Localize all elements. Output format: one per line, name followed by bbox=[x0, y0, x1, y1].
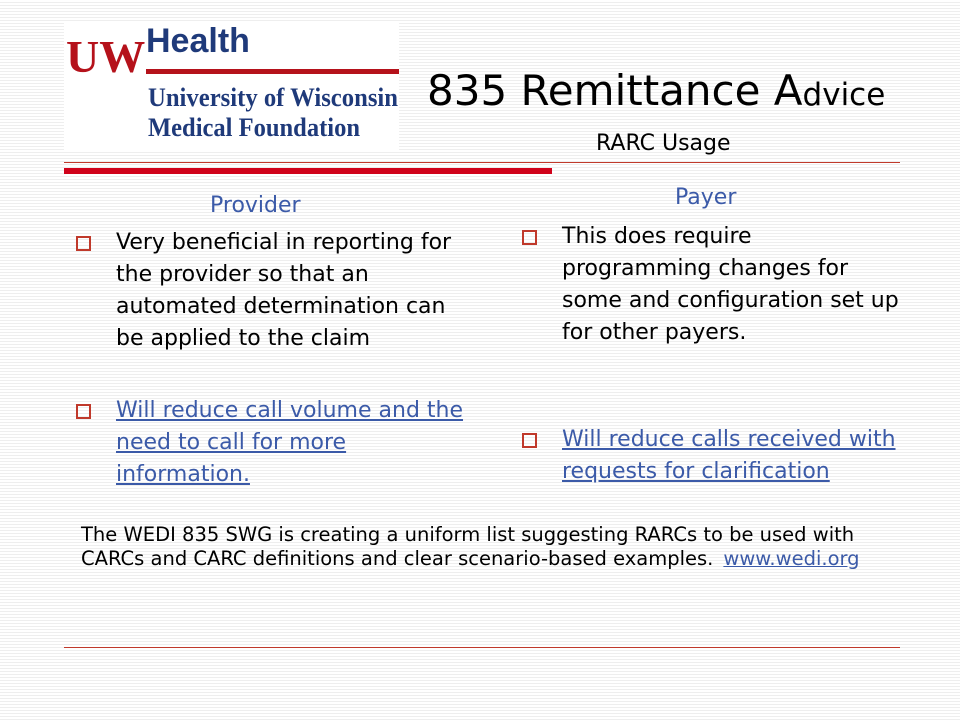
slide-title-tail: dvice bbox=[802, 77, 886, 113]
bullet-square-icon bbox=[76, 236, 91, 251]
bullet-square-icon bbox=[522, 433, 537, 448]
uw-health-logo bbox=[64, 22, 399, 152]
provider-bullet-1 bbox=[76, 227, 466, 355]
slide-title bbox=[427, 66, 886, 115]
top-thin-rule bbox=[64, 162, 900, 163]
logo-line1-text: University of Wisconsin bbox=[148, 83, 399, 112]
payer-heading: Payer bbox=[675, 185, 737, 210]
top-thick-rule bbox=[64, 168, 552, 174]
slide-title-main: 835 Remittance A bbox=[427, 66, 803, 115]
bullet-link-text[interactable]: Will reduce call volume and the need to call for more information. bbox=[116, 398, 464, 487]
logo-health-text: Health bbox=[146, 22, 250, 60]
bullet-text: This does require programming changes for some and configuration set up for other payers. bbox=[562, 224, 899, 345]
slide-subtitle: RARC Usage bbox=[596, 131, 731, 156]
bullet-text: Very beneficial in reporting for the provider so that an automated determination can be applied to the claim bbox=[116, 230, 452, 351]
logo-graphic bbox=[64, 22, 399, 152]
bullet-square-icon bbox=[522, 230, 537, 245]
provider-bullet-2 bbox=[76, 395, 466, 491]
bottom-rule bbox=[64, 647, 900, 648]
wedi-link[interactable]: www.wedi.org bbox=[723, 547, 860, 570]
footer-text: The WEDI 835 SWG is creating a uniform list suggesting RARCs to be used with CARCs and CARC definitions and clear scenario-based examples. bbox=[81, 523, 855, 570]
payer-bullet-2 bbox=[522, 424, 907, 488]
footer-note bbox=[81, 523, 881, 571]
bullet-square-icon bbox=[76, 404, 91, 419]
payer-bullet-1 bbox=[522, 221, 902, 349]
logo-red-bar bbox=[146, 69, 399, 74]
provider-heading: Provider bbox=[210, 193, 301, 218]
bullet-link-text[interactable]: Will reduce calls received with requests for clarification bbox=[562, 427, 896, 484]
logo-line2-text: Medical Foundation bbox=[148, 113, 361, 142]
logo-uw-text: UW bbox=[66, 31, 146, 82]
